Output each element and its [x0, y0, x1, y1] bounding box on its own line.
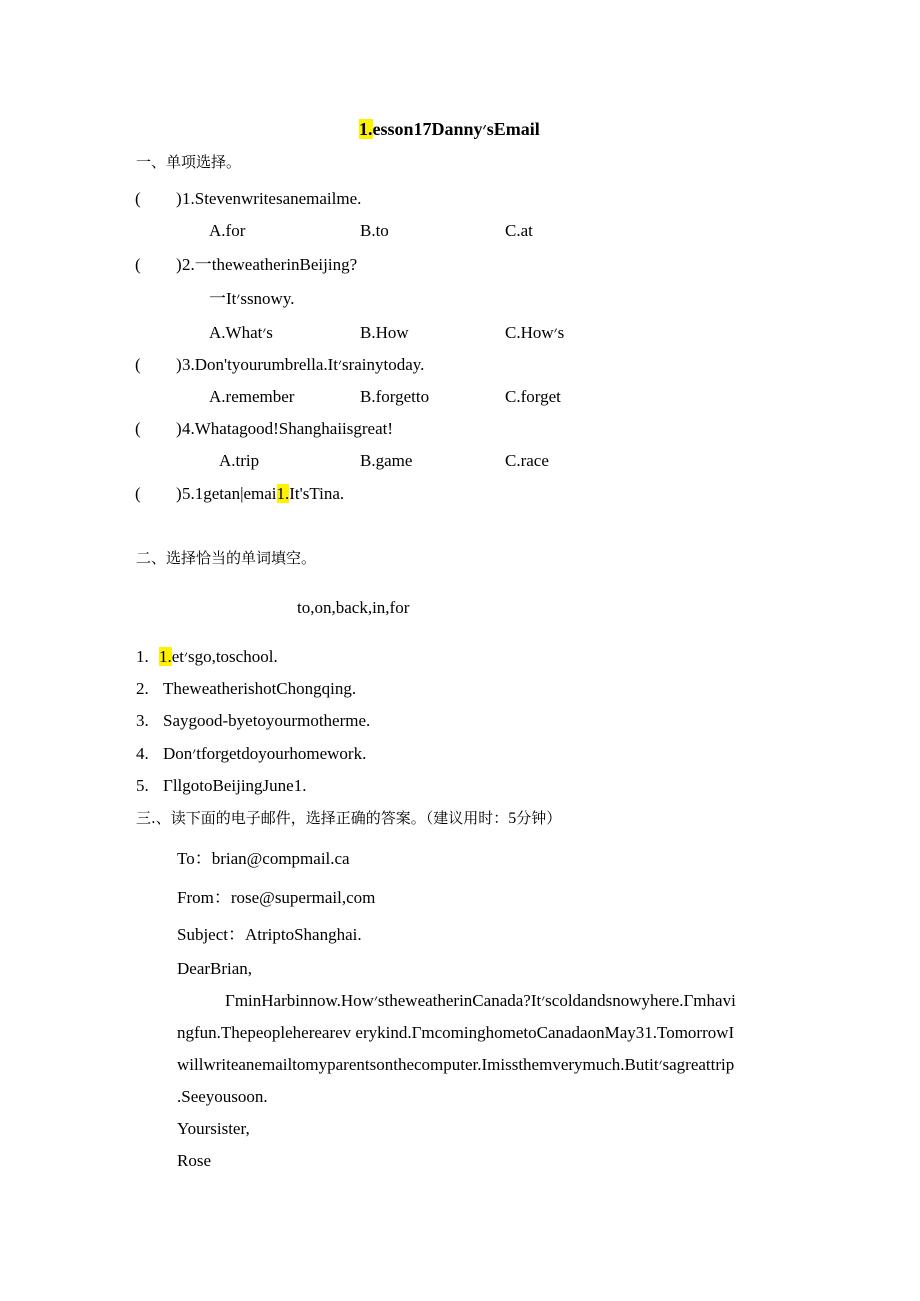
question-text: 3.Don'tyourumbrella.It׳srainytoday.	[182, 355, 425, 374]
option-c: C.at	[505, 221, 533, 240]
answer-paren-open: (	[135, 419, 141, 438]
question-text: 2.一theweatherinBeijing?	[182, 255, 358, 274]
answer-paren-open: (	[135, 189, 141, 208]
answer-paren-open: (	[135, 484, 141, 503]
word-bank: to,on,back,in,for	[297, 598, 410, 617]
option-c: C.How׳s	[505, 323, 565, 342]
answer-paren-close: )	[176, 419, 182, 438]
question-text	[182, 484, 344, 504]
question-text-b: It'sTina.	[289, 484, 345, 503]
section3-heading	[136, 808, 561, 829]
email-body-line: ngfun.Thepeopleherearev erykind.ΓmcominghometoCanadaonMay31.TomorrowI	[177, 1023, 735, 1042]
email-closing: Yoursister,	[177, 1119, 250, 1138]
option-b: B.to	[360, 221, 389, 240]
email-subject: Subject：AtriptoShanghai.	[177, 925, 362, 944]
item-text: Saygood-byetoyourmotherme.	[163, 711, 371, 730]
question-text: 4.Whatagood!Shanghaiisgreat!	[182, 419, 394, 438]
item-text: Don׳tforgetdoyourhomework.	[163, 744, 367, 763]
item-number: 5.	[136, 776, 149, 795]
option-c: C.race	[505, 451, 549, 470]
email-body-line: ΓminHarbinnow.How׳stheweatherinCanada?It׳scoldandsnowyhere.Γmhavi	[225, 991, 736, 1010]
section3-heading-num: 5	[508, 810, 517, 827]
answer-paren-open: (	[135, 355, 141, 374]
question-subtext: 一It׳ssnowy.	[209, 289, 295, 308]
item-number: 1.	[136, 647, 149, 666]
item-number: 3.	[136, 711, 149, 730]
title-text: esson17Danny׳sEmail	[372, 119, 540, 139]
section2-heading: 二、选择恰当的单词填空。	[136, 549, 317, 567]
email-body-line: willwriteanemailtomyparentsonthecomputer.Imissthemverymuch.Butit׳sagreattrip	[177, 1055, 735, 1074]
email-from: From：rose@supermail,com	[177, 888, 376, 907]
option-a: A.What׳s	[209, 323, 273, 342]
item-text: ΓllgotoBeijingJune1.	[163, 776, 307, 795]
item-text	[159, 647, 278, 667]
item-number: 4.	[136, 744, 149, 763]
answer-paren-close: )	[176, 484, 182, 503]
page-title	[359, 119, 540, 139]
item-text: TheweatherishotChongqing.	[163, 679, 357, 698]
question-text-a: 5.1getan|emai	[182, 484, 277, 503]
option-a: A.for	[209, 221, 246, 240]
option-a: A.remember	[209, 387, 295, 406]
answer-paren-close: )	[176, 355, 182, 374]
option-b: B.forgetto	[360, 387, 430, 406]
answer-paren-close: )	[176, 189, 182, 208]
email-greeting: DearBrian,	[177, 959, 253, 978]
email-to: To：brian@compmail.ca	[177, 849, 350, 868]
item-highlight: 1.	[159, 647, 172, 666]
answer-paren-open: (	[135, 255, 141, 274]
item-number: 2.	[136, 679, 149, 698]
item-text-rest: et׳sgo,toschool.	[171, 647, 278, 666]
section3-heading-a: 三.、读下面的电子邮件，选择正确的答案。（建议用时：	[136, 809, 509, 827]
answer-paren-close: )	[176, 255, 182, 274]
email-body-line: .Seeyousoon.	[177, 1087, 268, 1106]
option-a: A.trip	[219, 451, 260, 470]
option-b: B.game	[360, 451, 413, 470]
section1-heading: 一、单项选择。	[136, 153, 242, 171]
question-text-highlight: 1.	[276, 484, 290, 503]
question-text: 1.Stevenwritesanemailme.	[182, 189, 362, 208]
title-highlight: 1.	[359, 119, 373, 139]
option-c: C.forget	[505, 387, 561, 406]
email-signature: Rose	[177, 1151, 211, 1170]
section3-heading-b: 分钟）	[516, 809, 562, 827]
option-b: B.How	[360, 323, 409, 342]
